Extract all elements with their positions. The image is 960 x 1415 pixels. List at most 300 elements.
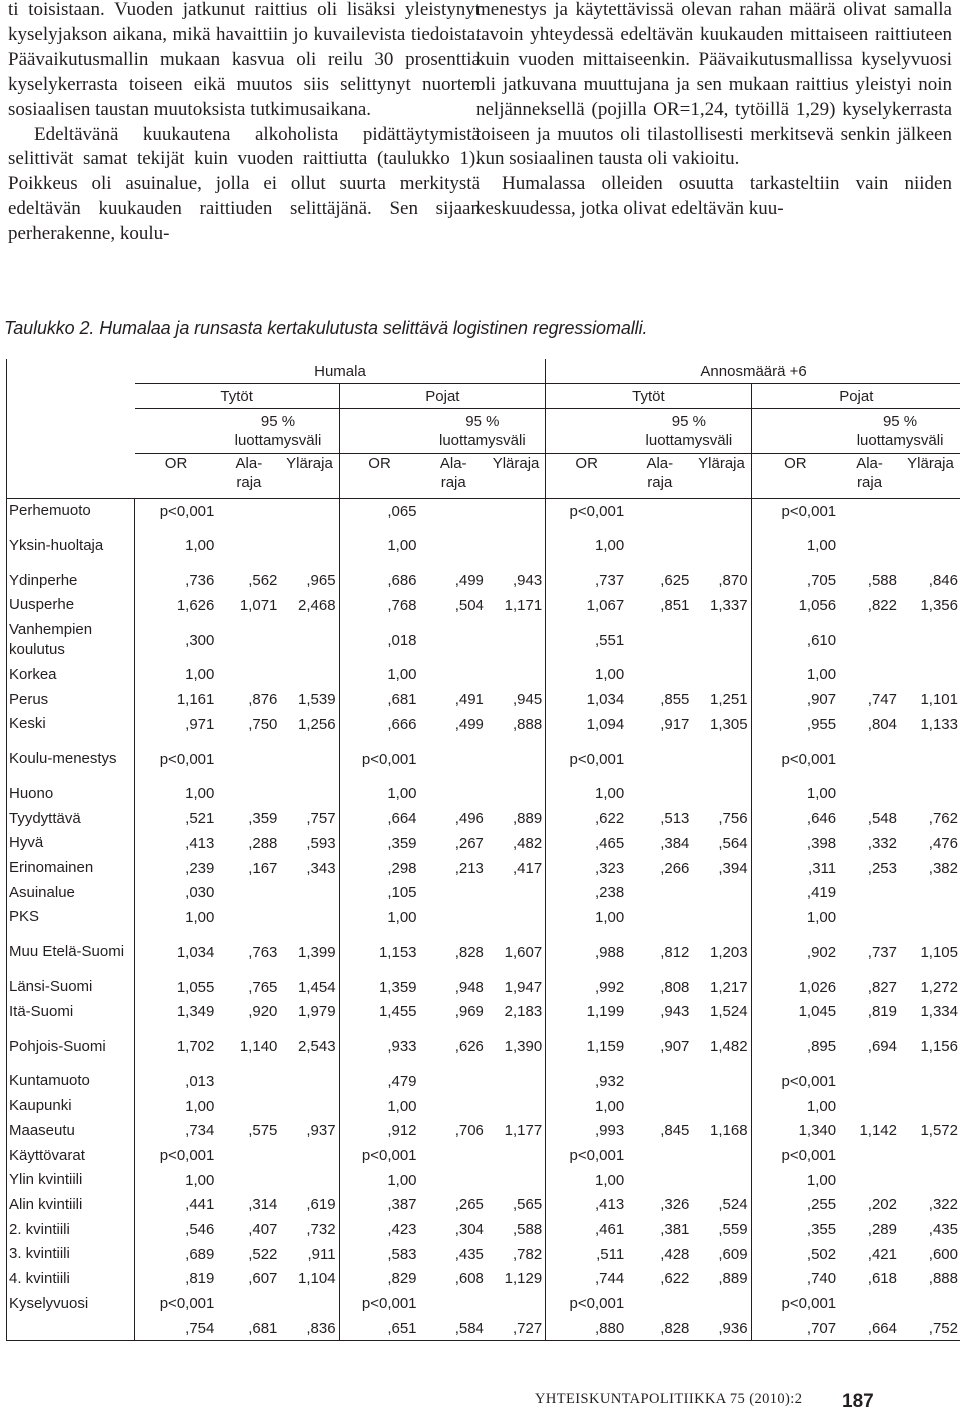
row-label: Vanhempien koulutus [7, 618, 135, 663]
col-or: OR [339, 454, 419, 499]
ci-header: 95 % luottamysväli [839, 409, 960, 454]
ci-header: 95 % luottamysväli [420, 409, 546, 454]
table-cell: 1,399 [298, 943, 336, 961]
table-cell [839, 499, 900, 524]
table-cell: ,618 [867, 1270, 897, 1288]
table-cell [900, 1069, 960, 1094]
row-label: Asuinalue [7, 880, 135, 905]
table-cell [487, 1094, 546, 1119]
table-cell [487, 499, 546, 524]
table-cell [839, 1168, 900, 1193]
table-cell: ,300 [135, 618, 218, 663]
table-cell: ,622 [546, 806, 628, 831]
table-cell [217, 905, 280, 930]
table-cell: ,600 [928, 1245, 958, 1263]
table-cell: ,465 [546, 831, 628, 856]
table-cell [217, 618, 280, 663]
table-cell [692, 782, 751, 807]
table-cell: 1,359 [339, 975, 419, 1000]
table-row [7, 687, 960, 712]
table-cell [420, 1168, 487, 1193]
table-cell: ,917 [660, 715, 690, 733]
table-cell [692, 737, 751, 782]
table-cell [280, 880, 339, 905]
table-body [7, 499, 960, 1341]
col-lower: Ala- raja [839, 454, 900, 499]
table-cell [280, 1069, 339, 1094]
table-cell: ,819 [867, 1003, 897, 1021]
group-annosmaara: Annosmäärä +6 [546, 359, 960, 384]
table-cell: 1,153 [339, 930, 419, 975]
table-cell [217, 1143, 280, 1168]
table-cell: 1,00 [546, 782, 628, 807]
table-cell [217, 1168, 280, 1193]
table-cell [420, 1143, 487, 1168]
table-cell: 1,00 [546, 1168, 628, 1193]
table-cell: 1,199 [546, 999, 628, 1024]
table-cell [627, 905, 692, 930]
table-cell [217, 499, 280, 524]
table-cell: ,744 [546, 1267, 628, 1292]
table-cell [839, 880, 900, 905]
table-cell: ,943 [660, 1003, 690, 1021]
table-cell [420, 499, 487, 524]
table-row [7, 1119, 960, 1144]
table-row [7, 831, 960, 856]
row-label: Korkea [7, 663, 135, 688]
table-cell: ,322 [928, 1196, 958, 1214]
col-or: OR [751, 454, 839, 499]
table-cell: ,441 [135, 1193, 218, 1218]
table-cell: ,911 [307, 1245, 336, 1263]
table-cell [420, 905, 487, 930]
table-cell: 1,00 [751, 905, 839, 930]
table-cell [217, 1094, 280, 1119]
row-label [7, 1316, 135, 1341]
row-label: Ydinperhe [7, 568, 135, 593]
table-cell: 1,00 [135, 1168, 218, 1193]
table-cell: ,988 [546, 930, 628, 975]
table-cell: ,428 [660, 1245, 690, 1263]
table-cell: ,646 [751, 806, 839, 831]
col-or: OR [546, 454, 628, 499]
table-cell: 1,356 [920, 596, 958, 614]
row-label: Keski [7, 712, 135, 737]
table-cell: 1,071 [239, 596, 278, 614]
table-cell: ,943 [512, 572, 543, 590]
table-cell: ,666 [339, 712, 419, 737]
table-row [7, 782, 960, 807]
table-cell [900, 1094, 960, 1119]
table-row [7, 1069, 960, 1094]
table-row [7, 880, 960, 905]
table-cell: 1,626 [135, 593, 218, 618]
table-cell [280, 1291, 339, 1316]
table-row [7, 499, 960, 524]
table-cell: ,828 [454, 943, 484, 961]
header-stub [7, 359, 135, 499]
table-cell: ,253 [867, 859, 897, 877]
table-cell [692, 1094, 751, 1119]
table-cell: ,965 [306, 572, 336, 590]
table-cell: 1,133 [920, 715, 958, 733]
row-label: Koulu-menestys [7, 737, 135, 782]
table-cell: 1,140 [239, 1038, 278, 1056]
table-row [7, 568, 960, 593]
table-cell: ,782 [512, 1245, 543, 1263]
table-cell [487, 880, 546, 905]
table-cell: 1,524 [710, 1003, 748, 1021]
table-cell: ,266 [660, 859, 690, 877]
table-cell: 1,00 [751, 523, 839, 568]
table-cell [217, 880, 280, 905]
journal-footer: YHTEISKUNTAPOLITIIKKA 75 (2010):2 [535, 1391, 803, 1407]
table-cell: ,521 [135, 806, 218, 831]
table-cell: ,651 [339, 1316, 419, 1341]
table-cell: ,694 [867, 1038, 897, 1056]
table-cell [487, 1168, 546, 1193]
table-cell: 1,056 [751, 593, 839, 618]
table-row [7, 999, 960, 1024]
table-cell: 1,305 [710, 715, 748, 733]
row-label: Kaupunki [7, 1094, 135, 1119]
table-cell: 1,00 [339, 663, 419, 688]
table-cell [900, 499, 960, 524]
table-cell: ,808 [660, 978, 690, 996]
table-cell [487, 1143, 546, 1168]
table-cell: p<0,001 [546, 737, 628, 782]
row-label: Länsi-Suomi [7, 975, 135, 1000]
col-lower: Ala- raja [627, 454, 692, 499]
row-label: Hyvä [7, 831, 135, 856]
left-paragraph-1: ti toisistaan. Vuoden jatkunut raittius oli lisäksi yleistynyt kyselyjakson aikana, mikä havaittiin jo kuvailevista tiedoista. Päävaikutusmallin mukaan kasvua oli reilu 30 prosenttia kyselykerrasta toiseen eikä muutos siis selittynyt nuorten sosiaalisen taustan muutoksista tutkimusaikana. [8, 0, 480, 120]
table-cell: 1,454 [298, 978, 336, 996]
subgroup-pojat-humala: Pojat [339, 384, 546, 409]
table-cell: ,559 [718, 1221, 748, 1239]
table-cell: ,664 [339, 806, 419, 831]
table-cell [280, 1168, 339, 1193]
table-cell [900, 1143, 960, 1168]
table-cell: ,626 [454, 1038, 484, 1056]
table-cell: ,548 [867, 810, 897, 828]
table-row [7, 1143, 960, 1168]
table-cell: ,686 [339, 568, 419, 593]
table-cell: ,584 [420, 1316, 487, 1341]
table-cell [839, 782, 900, 807]
table-cell: ,504 [454, 596, 484, 614]
table-cell: 1,455 [339, 999, 419, 1024]
table-cell [839, 1291, 900, 1316]
table-cell [692, 523, 751, 568]
table-cell: ,705 [751, 568, 839, 593]
table-cell: ,496 [454, 810, 484, 828]
table-cell: ,267 [454, 834, 484, 852]
table-cell: ,546 [135, 1217, 218, 1242]
table-cell: ,955 [751, 712, 839, 737]
table-cell: p<0,001 [751, 1291, 839, 1316]
col-upper: Yläraja [487, 454, 546, 499]
table-cell: ,948 [454, 978, 484, 996]
col-upper: Yläraja [692, 454, 751, 499]
table-cell: ,565 [512, 1196, 543, 1214]
table-cell [420, 737, 487, 782]
table-cell: ,355 [751, 1217, 839, 1242]
table-cell: ,413 [546, 1193, 628, 1218]
table-cell: ,689 [135, 1242, 218, 1267]
table-cell [627, 663, 692, 688]
table-cell: ,524 [718, 1196, 748, 1214]
table-cell: 1,094 [546, 712, 628, 737]
table-cell: ,018 [339, 618, 419, 663]
subgroup-tytot-annos: Tytöt [546, 384, 751, 409]
table-cell: 1,171 [504, 596, 543, 614]
table-cell [692, 663, 751, 688]
table-cell: ,609 [718, 1245, 748, 1263]
table-cell: 1,034 [546, 687, 628, 712]
table-row [7, 1267, 960, 1292]
table-cell [487, 782, 546, 807]
table-cell: ,323 [546, 856, 628, 881]
table-cell: ,732 [306, 1221, 336, 1239]
group-humala: Humala [135, 359, 546, 384]
table-cell: ,239 [135, 856, 218, 881]
table-cell: 1,340 [751, 1119, 839, 1144]
table-cell [839, 618, 900, 663]
table-cell: ,619 [306, 1196, 336, 1214]
table-cell: ,664 [839, 1316, 900, 1341]
table-cell: ,762 [928, 810, 958, 828]
table-cell: ,479 [339, 1069, 419, 1094]
table-cell: ,889 [512, 810, 543, 828]
table-cell: ,737 [867, 943, 897, 961]
table-cell: ,945 [512, 691, 543, 709]
table-cell [900, 737, 960, 782]
row-label: Kyselyvuosi [7, 1291, 135, 1316]
table-cell: ,593 [306, 834, 336, 852]
table-cell: ,936 [692, 1316, 751, 1341]
table-row [7, 1168, 960, 1193]
table-cell [280, 1143, 339, 1168]
col-upper: Yläraja [900, 454, 960, 499]
table-cell: p<0,001 [135, 499, 218, 524]
row-label: 3. kvintiili [7, 1242, 135, 1267]
table-cell [692, 905, 751, 930]
table-caption: Taulukko 2. Humalaa ja runsasta kertakulutusta selittävä logistinen regressiomalli. [4, 318, 648, 338]
table-cell: 1,067 [546, 593, 628, 618]
table-cell: 1,00 [751, 1168, 839, 1193]
table-cell: 1,101 [920, 691, 958, 709]
table-cell: ,734 [135, 1119, 218, 1144]
table-cell: ,167 [248, 859, 278, 877]
table-cell: p<0,001 [546, 499, 628, 524]
table-cell: ,065 [339, 499, 419, 524]
table-cell: 1,105 [920, 943, 958, 961]
col-lower: Ala- raja [217, 454, 280, 499]
table-cell: 1,168 [710, 1122, 748, 1140]
table-cell: ,855 [660, 691, 690, 709]
table-row [7, 618, 960, 663]
table-row [7, 523, 960, 568]
table-cell: ,359 [339, 831, 419, 856]
table-cell: 1,177 [504, 1122, 543, 1140]
article-left-column [8, 0, 480, 247]
table-cell [217, 1291, 280, 1316]
table-cell [487, 523, 546, 568]
row-label: Erinomainen [7, 856, 135, 881]
table-cell: p<0,001 [751, 1069, 839, 1094]
table-cell: ,740 [751, 1267, 839, 1292]
table-cell: ,750 [248, 715, 278, 733]
table-cell: 1,256 [298, 715, 336, 733]
table-row [7, 856, 960, 881]
table-cell: ,407 [248, 1221, 278, 1239]
table-cell: ,747 [867, 691, 897, 709]
table-cell: 1,00 [751, 1094, 839, 1119]
table-cell: 2,183 [504, 1003, 543, 1021]
table-cell: p<0,001 [135, 1143, 218, 1168]
table-cell: ,511 [546, 1242, 628, 1267]
table-row [7, 1316, 960, 1341]
table-cell: ,889 [718, 1270, 748, 1288]
table-row [7, 712, 960, 737]
table-cell: ,932 [546, 1069, 628, 1094]
page-number: 187 [842, 1391, 874, 1412]
table-row [7, 1242, 960, 1267]
table-cell: 1,00 [546, 1094, 628, 1119]
table-cell: ,971 [135, 712, 218, 737]
table-cell: ,607 [248, 1270, 278, 1288]
table-cell [627, 1291, 692, 1316]
table-cell: ,895 [751, 1024, 839, 1069]
table-cell [280, 618, 339, 663]
table-cell: 1,00 [339, 1168, 419, 1193]
table-cell: ,499 [454, 572, 484, 590]
table-cell: ,765 [248, 978, 278, 996]
table-cell: ,845 [660, 1122, 690, 1140]
table-cell: ,326 [660, 1196, 690, 1214]
table-cell: ,289 [867, 1221, 897, 1239]
table-row [7, 806, 960, 831]
table-cell: ,423 [339, 1217, 419, 1242]
table-cell: ,381 [660, 1221, 690, 1239]
table-cell: ,763 [248, 943, 278, 961]
row-label: Yksin-huoltaja [7, 523, 135, 568]
table-cell [692, 618, 751, 663]
row-label: Muu Etelä-Suomi [7, 930, 135, 975]
table-cell [900, 1291, 960, 1316]
table-cell: ,822 [867, 596, 897, 614]
table-cell: ,575 [248, 1122, 278, 1140]
table-cell: 1,055 [135, 975, 218, 1000]
table-cell: ,992 [546, 975, 628, 1000]
table-cell [627, 782, 692, 807]
ci-header: 95 % luottamysväli [627, 409, 751, 454]
table-cell: 1,156 [920, 1038, 958, 1056]
table-cell [839, 663, 900, 688]
table-cell: ,888 [928, 1270, 958, 1288]
table-row [7, 975, 960, 1000]
table-cell: ,461 [546, 1217, 628, 1242]
col-upper: Yläraja [280, 454, 339, 499]
row-label: Kuntamuoto [7, 1069, 135, 1094]
table-cell: ,421 [867, 1245, 897, 1263]
table-cell [627, 1094, 692, 1119]
table-cell: p<0,001 [546, 1143, 628, 1168]
table-cell: 1,161 [135, 687, 218, 712]
row-label: 2. kvintiili [7, 1217, 135, 1242]
row-label: Ylin kvintiili [7, 1168, 135, 1193]
table-cell [900, 618, 960, 663]
table-cell: ,902 [751, 930, 839, 975]
table-cell: ,625 [660, 572, 690, 590]
table-cell [839, 1143, 900, 1168]
table-cell: p<0,001 [751, 499, 839, 524]
table-cell: ,827 [867, 978, 897, 996]
table-cell: p<0,001 [751, 1143, 839, 1168]
table-cell [420, 618, 487, 663]
table-cell: ,933 [339, 1024, 419, 1069]
table-cell: ,736 [135, 568, 218, 593]
table-cell: ,907 [660, 1038, 690, 1056]
table-cell [280, 737, 339, 782]
table-cell: ,737 [546, 568, 628, 593]
table-row [7, 593, 960, 618]
table-cell [627, 618, 692, 663]
row-label: Perus [7, 687, 135, 712]
table-cell [217, 1069, 280, 1094]
table-cell: ,314 [248, 1196, 278, 1214]
table-cell: ,754 [135, 1316, 218, 1341]
table-cell: ,491 [454, 691, 484, 709]
table-row [7, 1094, 960, 1119]
table-cell: ,013 [135, 1069, 218, 1094]
row-label: Perhemuoto [7, 499, 135, 524]
table-cell [420, 663, 487, 688]
table-cell [627, 737, 692, 782]
table-cell: ,920 [248, 1003, 278, 1021]
table-cell: 1,607 [504, 943, 543, 961]
table-cell: 1,539 [298, 691, 336, 709]
table-cell [627, 523, 692, 568]
table-cell: ,564 [718, 834, 748, 852]
table-cell: 1,334 [920, 1003, 958, 1021]
table-cell: ,384 [660, 834, 690, 852]
table-row [7, 905, 960, 930]
table-cell [280, 782, 339, 807]
table-cell: 1,572 [920, 1122, 958, 1140]
row-label: Käyttövarat [7, 1143, 135, 1168]
table-cell [692, 1143, 751, 1168]
table-cell [280, 523, 339, 568]
table-cell: ,502 [751, 1242, 839, 1267]
col-or: OR [135, 454, 218, 499]
table-cell: ,387 [339, 1193, 419, 1218]
table-cell: p<0,001 [339, 1291, 419, 1316]
table-cell: 1,00 [339, 782, 419, 807]
table-row [7, 663, 960, 688]
table-cell: ,288 [248, 834, 278, 852]
table-row [7, 930, 960, 975]
table-cell: 1,00 [135, 1094, 218, 1119]
table-cell [692, 1168, 751, 1193]
table-cell: ,332 [867, 834, 897, 852]
table-cell: ,359 [248, 810, 278, 828]
table-cell: ,265 [454, 1196, 484, 1214]
table-cell: 1,00 [546, 905, 628, 930]
table-cell: ,398 [751, 831, 839, 856]
ci-header: 95 % luottamysväli [217, 409, 339, 454]
table-cell: ,752 [900, 1316, 960, 1341]
